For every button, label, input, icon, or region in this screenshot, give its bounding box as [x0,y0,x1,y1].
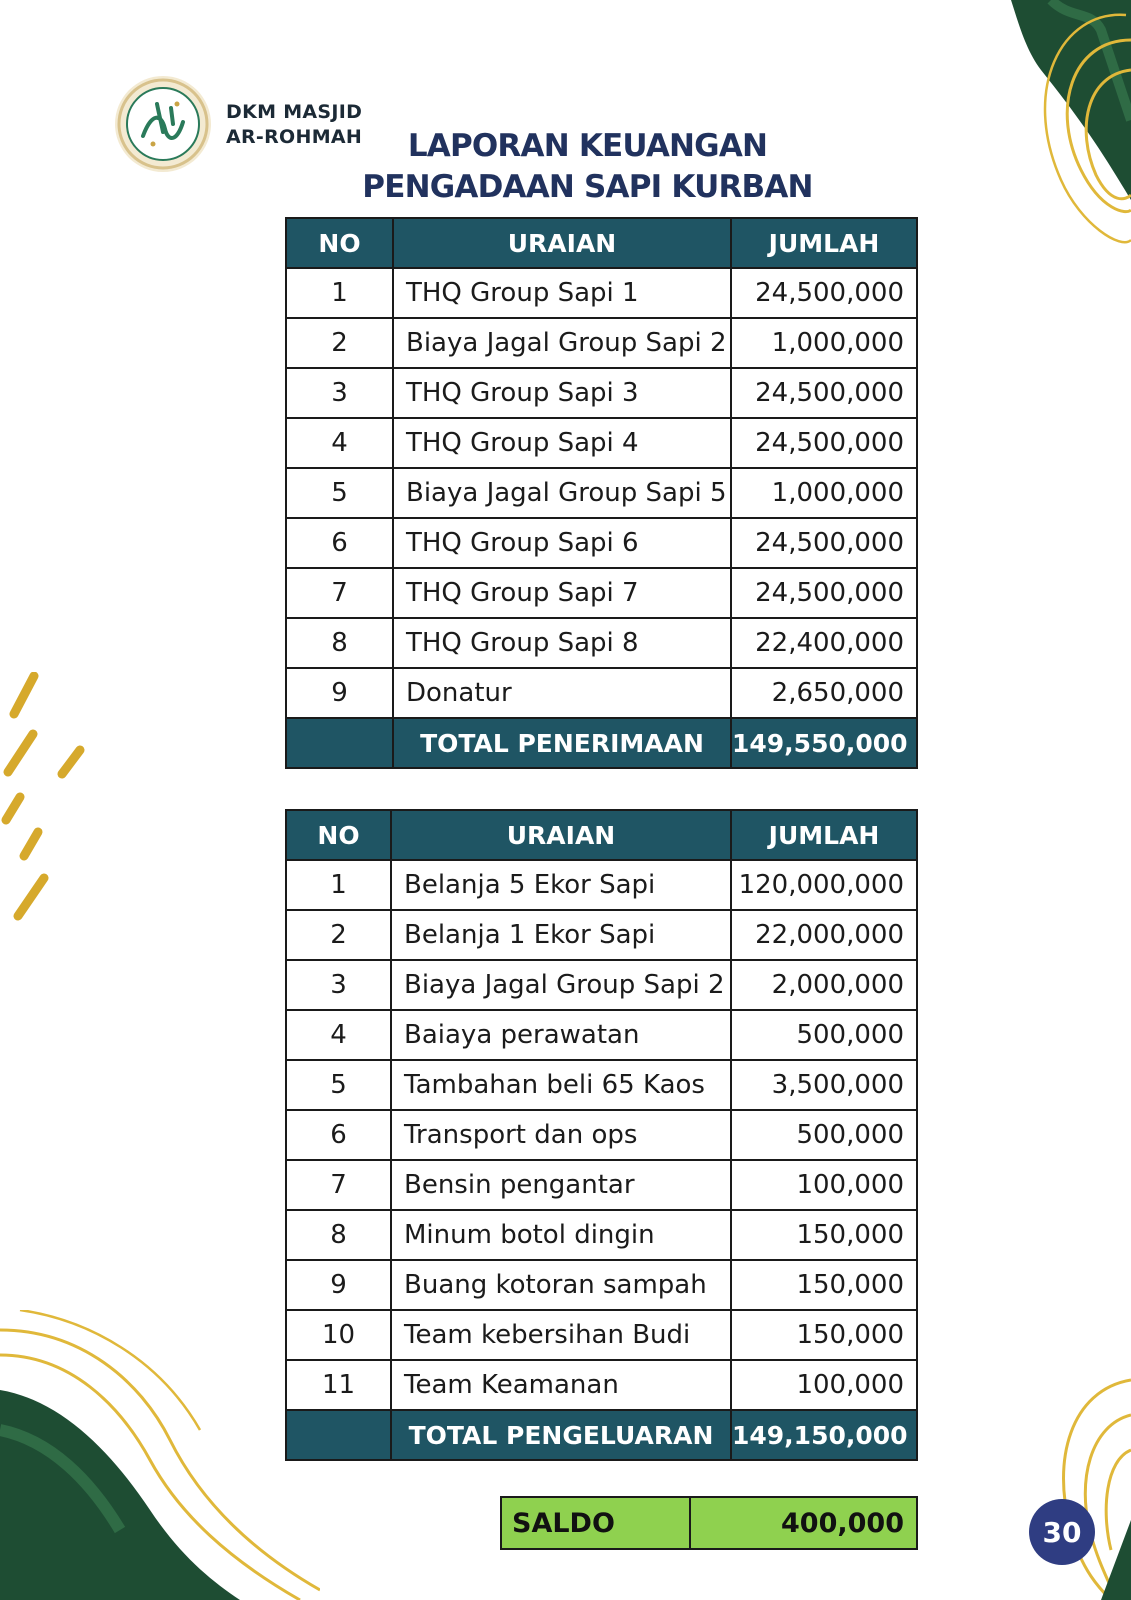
row-uraian: THQ Group Sapi 4 [393,418,731,468]
row-jumlah: 3,500,000 [731,1060,917,1110]
table-row [286,318,917,368]
saldo-label: SALDO [501,1497,690,1549]
expense-header-row [286,810,917,860]
row-uraian: Buang kotoran sampah [391,1260,731,1310]
row-jumlah: 1,000,000 [731,468,917,518]
row-uraian: Team kebersihan Budi [391,1310,731,1360]
table-row [286,1310,917,1360]
row-uraian: Belanja 1 Ekor Sapi [391,910,731,960]
row-no: 7 [286,1160,391,1210]
row-jumlah: 120,000,000 [731,860,917,910]
column-header-jumlah: JUMLAH [731,218,917,268]
expense-total-value: 149,150,000 [731,1410,917,1460]
expense-total-row [286,1410,917,1460]
org-name-line2: AR-ROHMAH [226,126,363,148]
income-total-empty [286,718,393,768]
row-uraian: Bensin pengantar [391,1160,731,1210]
row-jumlah: 100,000 [731,1360,917,1410]
report-title: LAPORAN KEUANGAN [407,128,768,164]
table-row [286,1260,917,1310]
row-jumlah: 24,500,000 [731,518,917,568]
decor-gold-dashes [0,672,95,942]
row-jumlah: 2,000,000 [731,960,917,1010]
row-uraian: Biaya Jagal Group Sapi 5 [393,468,731,518]
column-header-jumlah: JUMLAH [731,810,917,860]
row-uraian: THQ Group Sapi 7 [393,568,731,618]
row-no: 9 [286,668,393,718]
table-row [286,618,917,668]
income-total-value: 149,550,000 [731,718,917,768]
table-row [286,1110,917,1160]
row-no: 4 [286,1010,391,1060]
row-jumlah: 24,500,000 [731,568,917,618]
saldo-box [500,1496,918,1550]
row-no: 8 [286,618,393,668]
table-row [286,468,917,518]
row-jumlah: 150,000 [731,1260,917,1310]
row-uraian: Tambahan beli 65 Kaos [391,1060,731,1110]
row-no: 10 [286,1310,391,1360]
row-jumlah: 500,000 [731,1110,917,1160]
row-jumlah: 22,400,000 [731,618,917,668]
column-header-no: NO [286,218,393,268]
row-no: 2 [286,318,393,368]
row-no: 3 [286,960,391,1010]
expense-table [285,809,918,1461]
row-jumlah: 2,650,000 [731,668,917,718]
row-jumlah: 22,000,000 [731,910,917,960]
table-row [286,1160,917,1210]
row-no: 1 [286,860,391,910]
row-no: 5 [286,468,393,518]
table-row [286,368,917,418]
row-uraian: Donatur [393,668,731,718]
row-uraian: Biaya Jagal Group Sapi 2 [391,960,731,1010]
income-total-label: TOTAL PENERIMAAN [393,718,731,768]
page-number-badge: 30 [1029,1499,1095,1565]
column-header-uraian: URAIAN [393,218,731,268]
table-row [286,1010,917,1060]
column-header-no: NO [286,810,391,860]
row-uraian: Belanja 5 Ekor Sapi [391,860,731,910]
decor-bottom-left [0,1310,320,1600]
expense-total-label: TOTAL PENGELUARAN [391,1410,731,1460]
table-row [286,418,917,468]
row-uraian: Baiaya perawatan [391,1010,731,1060]
row-uraian: Minum botol dingin [391,1210,731,1260]
row-uraian: THQ Group Sapi 1 [393,268,731,318]
table-row [286,568,917,618]
table-row [286,1210,917,1260]
org-name-line1: DKM MASJID [226,101,363,123]
row-jumlah: 150,000 [731,1210,917,1260]
saldo-value: 400,000 [690,1497,917,1549]
table-row [286,1360,917,1410]
row-jumlah: 150,000 [731,1310,917,1360]
column-header-uraian: URAIAN [391,810,731,860]
row-no: 5 [286,1060,391,1110]
row-jumlah: 500,000 [731,1010,917,1060]
row-no: 1 [286,268,393,318]
masjid-logo-icon [113,74,213,174]
row-no: 11 [286,1360,391,1410]
row-jumlah: 1,000,000 [731,318,917,368]
row-no: 3 [286,368,393,418]
row-uraian: Team Keamanan [391,1360,731,1410]
income-total-row [286,718,917,768]
decor-top-right [951,0,1131,270]
row-no: 8 [286,1210,391,1260]
table-row [286,960,917,1010]
table-row [286,268,917,318]
report-subtitle: PENGADAAN SAPI KURBAN [362,169,813,205]
expense-total-empty [286,1410,391,1460]
row-uraian: Transport dan ops [391,1110,731,1160]
table-row [286,860,917,910]
row-uraian: THQ Group Sapi 6 [393,518,731,568]
row-jumlah: 100,000 [731,1160,917,1210]
income-header-row [286,218,917,268]
decor-bottom-right [1021,1360,1131,1600]
row-jumlah: 24,500,000 [731,268,917,318]
row-uraian: THQ Group Sapi 3 [393,368,731,418]
row-no: 9 [286,1260,391,1310]
row-uraian: THQ Group Sapi 8 [393,618,731,668]
row-jumlah: 24,500,000 [731,368,917,418]
row-no: 6 [286,518,393,568]
row-jumlah: 24,500,000 [731,418,917,468]
row-uraian: Biaya Jagal Group Sapi 2 [393,318,731,368]
row-no: 2 [286,910,391,960]
table-row [286,668,917,718]
row-no: 4 [286,418,393,468]
table-row [286,518,917,568]
row-no: 6 [286,1110,391,1160]
table-row [286,1060,917,1110]
income-table [285,217,918,769]
table-row [286,910,917,960]
row-no: 7 [286,568,393,618]
